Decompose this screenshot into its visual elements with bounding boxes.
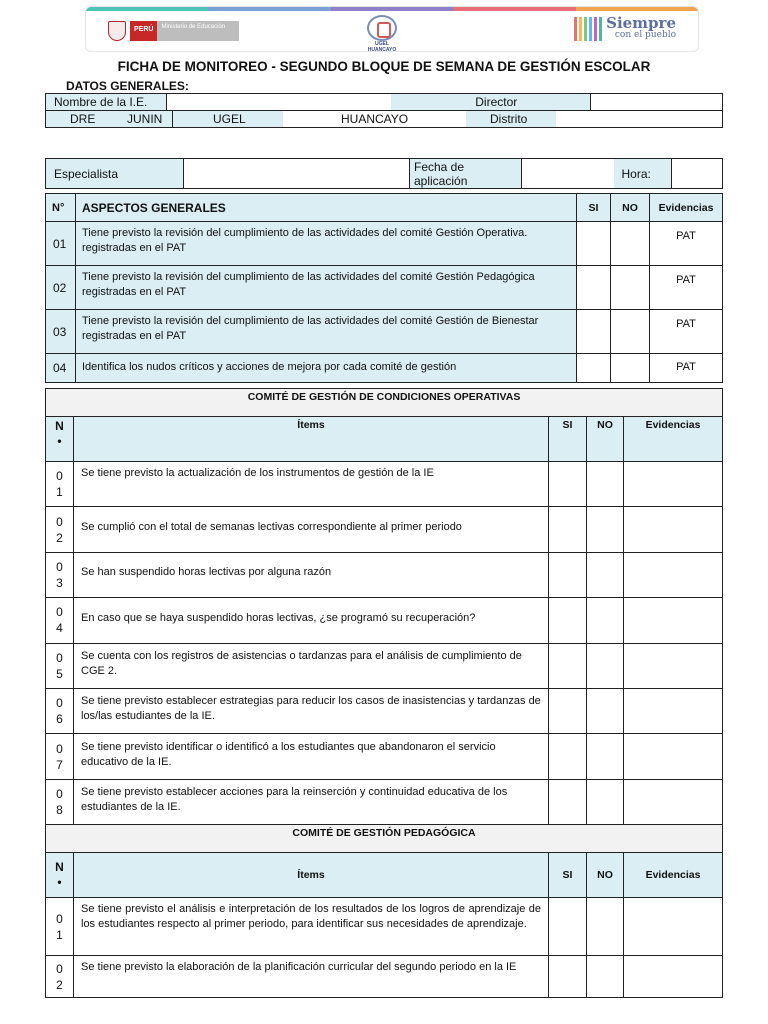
aspectos-num-header: N° [46,194,76,222]
table-row [46,552,723,597]
row-text: Identifica los nudos críticos y acciones de mejora por cada comité de gestión [76,354,577,383]
logo-bar [599,17,602,41]
logo-bar [579,17,582,41]
header-banner [85,6,699,52]
ministry-logo [108,21,239,41]
evidence-field[interactable] [624,956,723,998]
pedagogica-no-header: NO [587,853,624,898]
row-evidence: PAT [650,310,723,354]
table-row [46,598,723,643]
evidence-field[interactable] [624,598,723,643]
si-checkbox[interactable] [577,354,611,383]
row-number: 0 8 [46,779,74,824]
row-number: 04 [46,354,76,383]
row-text: Se tiene previsto identificar o identificó a los estudiantes que abandonaron el servicio educativo de la IE. [74,734,549,779]
nombre-ie-field[interactable] [166,94,383,110]
no-checkbox[interactable] [587,598,624,643]
logo-bar [594,17,597,41]
pedagogica-items-header: Ítems [74,853,549,898]
evidence-field[interactable] [624,779,723,824]
row-text: En caso que se haya suspendido horas lectivas, ¿se programó su recuperación? [74,598,549,643]
no-checkbox[interactable] [587,734,624,779]
row-evidence: PAT [650,266,723,310]
operativas-si-header: SI [549,417,587,462]
row-text: Se tiene previsto establecer estrategias para reducir los casos de inasistencias y tardanzas de los/las estudiantes de la IE. [74,688,549,733]
table-row [46,222,723,266]
table-row [46,507,723,552]
fecha-label: Fecha de aplicación [410,159,522,189]
si-checkbox[interactable] [549,552,587,597]
strip-segment [453,7,575,11]
no-checkbox[interactable] [611,354,650,383]
aspectos-generales-table [45,193,723,383]
no-checkbox[interactable] [611,222,650,266]
shield-icon [108,21,126,41]
row-text: Tiene previsto la revisión del cumplimiento de las actividades del comité Gestión Pedagógica registradas en el PAT [76,266,577,310]
pedagogica-num-header: N • [46,853,74,898]
row-number: 0 2 [46,507,74,552]
row-text: Tiene previsto la revisión del cumplimiento de las actividades del comité Gestión Operativa. registradas en el PAT [76,222,577,266]
datos-generales-label: DATOS GENERALES: [66,79,189,93]
ministry-label: Ministerio de Educación [157,21,239,41]
logo-bar [589,17,592,41]
operativas-num-header: N • [46,417,74,462]
ugel-emblem-icon [367,15,397,41]
ugel-logo [362,15,402,51]
director-label: Director [391,94,591,111]
row-number: 0 4 [46,598,74,643]
hora-field[interactable] [672,159,723,189]
strip-segment [576,7,698,11]
evidence-field[interactable] [624,507,723,552]
slogan-big: Siempre [606,14,676,32]
si-checkbox[interactable] [549,898,587,956]
page-title: FICHA DE MONITOREO - SEGUNDO BLOQUE DE SEMANA DE GESTIÓN ESCOLAR [117,59,651,74]
row-evidence: PAT [650,354,723,383]
row-evidence: PAT [650,222,723,266]
operativas-items-header: Ítems [74,417,549,462]
no-checkbox[interactable] [587,898,624,956]
comite-operativas-title: COMITÉ DE GESTIÓN DE CONDICIONES OPERATIVAS [46,389,723,417]
no-checkbox[interactable] [587,507,624,552]
aspectos-title: ASPECTOS GENERALES [76,194,577,222]
evidence-field[interactable] [624,688,723,733]
aspectos-si-header: SI [577,194,611,222]
operativas-evidencias-header: Evidencias [624,417,723,462]
strip-segment [86,7,208,11]
row-text: Se cuenta con los registros de asistencias o tardanzas para el análisis de cumplimiento de CGE 2. [74,643,549,688]
row-number: 02 [46,266,76,310]
si-checkbox[interactable] [577,266,611,310]
row-number: 0 3 [46,552,74,597]
row-number: 03 [46,310,76,354]
row-number: 0 7 [46,734,74,779]
no-checkbox[interactable] [587,688,624,733]
si-checkbox[interactable] [549,643,587,688]
row-text: Se cumplió con el total de semanas lectivas correspondiente al primer periodo [74,507,549,552]
row-text: Se tiene previsto establecer acciones para la reinserción y continuidad educativa de los estudiantes de la IE. [74,779,549,824]
no-checkbox[interactable] [611,266,650,310]
table-row [46,354,723,383]
si-checkbox[interactable] [549,956,587,998]
si-checkbox[interactable] [577,222,611,266]
table-row [46,688,723,733]
aspectos-evidencias-header: Evidencias [650,194,723,222]
table-row [46,956,723,998]
ugel-label: UGEL [173,111,283,127]
table-row [46,898,723,956]
strip-segment [331,7,453,11]
evidence-field[interactable] [624,643,723,688]
row-number: 01 [46,222,76,266]
table-row [46,734,723,779]
slogan-logo [574,14,676,41]
row-text: Se tiene previsto la actualización de los instrumentos de gestión de la IE [74,462,549,507]
row-number: 0 6 [46,688,74,733]
si-checkbox[interactable] [549,779,587,824]
color-strip [86,7,698,11]
si-checkbox[interactable] [549,688,587,733]
row-number: 0 5 [46,643,74,688]
comites-table [45,388,723,998]
si-checkbox[interactable] [577,310,611,354]
pedagogica-si-header: SI [549,853,587,898]
row-number: 0 1 [46,898,74,956]
no-checkbox[interactable] [587,779,624,824]
slogan-small: con el pueblo [614,30,676,40]
director-field[interactable] [591,94,723,111]
si-checkbox[interactable] [549,462,587,507]
no-checkbox[interactable] [611,310,650,354]
nombre-ie-label: Nombre de la I.E. [46,94,166,110]
evidence-field[interactable] [624,552,723,597]
dre-value: JUNIN [118,111,173,127]
logo-bar [584,17,587,41]
table-row [46,462,723,507]
row-text: Se tiene previsto la elaboración de la planificación curricular del segundo periodo en la IE [74,956,549,998]
si-checkbox[interactable] [549,734,587,779]
distrito-label: Distrito [466,111,556,127]
especialista-label: Especialista [46,159,184,189]
hora-label: Hora: [614,159,672,189]
no-checkbox[interactable] [587,956,624,998]
evidence-field[interactable] [624,734,723,779]
no-checkbox[interactable] [587,462,624,507]
row-number: 0 1 [46,462,74,507]
logo-bar [574,17,577,41]
fecha-field[interactable] [522,159,614,189]
si-checkbox[interactable] [549,507,587,552]
table-row [46,779,723,824]
ugel-logo-text: UGEL HUANCAYO [367,41,397,52]
evidence-field[interactable] [624,898,723,956]
row-text: Se han suspendido horas lectivas por alguna razón [74,552,549,597]
specialist-table [45,158,723,189]
aspectos-no-header: NO [611,194,650,222]
si-checkbox[interactable] [549,598,587,643]
table-row [46,310,723,354]
distrito-field[interactable] [556,111,722,127]
operativas-no-header: NO [587,417,624,462]
table-row [46,643,723,688]
table-row [46,266,723,310]
pedagogica-evidencias-header: Evidencias [624,853,723,898]
no-checkbox[interactable] [587,643,624,688]
dre-label: DRE [46,111,118,127]
row-number: 0 2 [46,956,74,998]
especialista-field[interactable] [184,159,410,189]
evidence-field[interactable] [624,462,723,507]
ugel-value: HUANCAYO [341,112,409,126]
general-data-table [45,93,723,128]
row-text: Se tiene previsto el análisis e interpretación de los resultados de los logros de aprendizaje de los estudiantes respecto al primer periodo, para identificar sus necesidades de aprendizaje. [74,898,549,956]
no-checkbox[interactable] [587,552,624,597]
row-text: Tiene previsto la revisión del cumplimiento de las actividades del comité Gestión de Bienestar registradas en el PAT [76,310,577,354]
strip-segment [208,7,330,11]
bars-icon [574,17,602,41]
peru-label: PERÚ [130,21,157,41]
comite-pedagogica-title: COMITÉ DE GESTIÓN PEDAGÓGICA [46,825,723,853]
